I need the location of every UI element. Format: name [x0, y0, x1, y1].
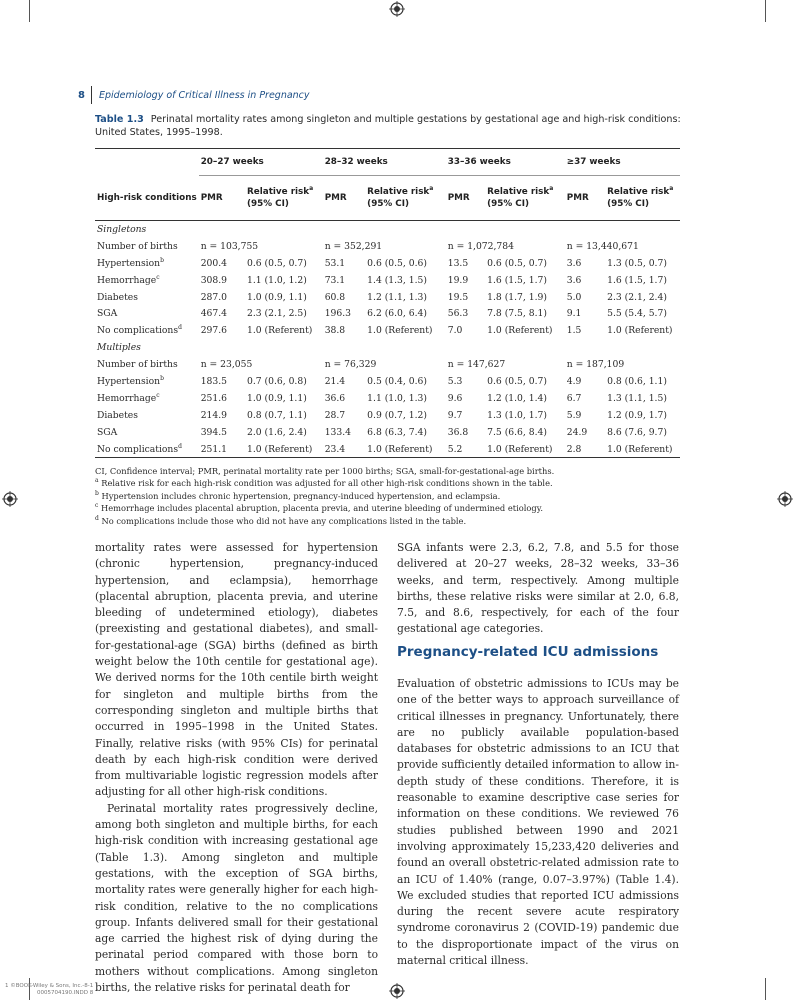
pmr-value: 308.9 — [200, 274, 227, 286]
footnote-marker: b — [95, 489, 99, 497]
body-paragraph: SGA infants were 2.3, 6.2, 7.8, and 5.5 for those delivered at 20–27 weeks, 28–32 weeks, 33–36 weeks, and term, respectively. Among multiple births, these relative risks were similar at 2.0, 6.8, 7.5, and 8.6, respectively, for each of the four gestational age categories. — [397, 541, 679, 636]
registration-mark-icon — [389, 1, 405, 17]
table-row — [95, 407, 680, 424]
footnote-text: Relative risk for each high-risk condition was adjusted for all other high-risk conditions shown in the table. — [101, 478, 553, 489]
footnote — [95, 465, 685, 477]
table-row — [95, 289, 680, 306]
table-row — [95, 272, 680, 289]
condition-label — [95, 407, 199, 424]
births-count: n = 23,055 — [200, 359, 253, 371]
pmr-value: 5.2 — [446, 441, 485, 458]
births-count: n = 103,755 — [200, 240, 259, 252]
births-count: n = 147,627 — [447, 359, 506, 371]
section-label: Multiples — [97, 342, 141, 354]
pmr-value: 251.1 — [199, 441, 245, 458]
relative-risk-value: 1.4 (1.3, 1.5) — [367, 274, 427, 286]
footnote-text: Hemorrhage includes placental abruption, placenta previa, and uterine bleeding of undermined etiology. — [101, 503, 543, 514]
condition-label — [95, 441, 199, 458]
relative-risk-value: 1.6 (1.5, 1.7) — [607, 274, 667, 286]
relative-risk-value: 1.0 (0.9, 1.1) — [247, 392, 307, 404]
condition-name: Hemorrhage — [97, 392, 157, 404]
pmr-value: 19.9 — [447, 274, 469, 286]
body-right-column-bottom — [397, 676, 679, 969]
pmr-value: 23.4 — [323, 441, 365, 458]
pmr-value: 73.1 — [324, 274, 346, 286]
condition-name: Diabetes — [97, 409, 138, 421]
crop-mark-bottom-right — [765, 978, 766, 1000]
table-header-empty — [95, 149, 199, 176]
pmr-value: 9.1 — [566, 308, 582, 320]
footnote — [95, 502, 685, 514]
relative-risk-value: 1.6 (1.5, 1.7) — [487, 274, 547, 286]
footnote-text: CI, Confidence interval; PMR, perinatal mortality rate per 1000 births; SGA, small-for-gestational-age births. — [95, 466, 555, 476]
footnote-marker: b — [160, 256, 164, 264]
pmr-value: 394.5 — [200, 426, 227, 438]
footnote-marker: c — [156, 391, 160, 399]
table-header-group-row — [95, 149, 680, 176]
relative-risk-column-header — [245, 176, 323, 221]
relative-risk-value: 1.3 (1.0, 1.7) — [487, 409, 547, 421]
relative-risk-value: 5.5 (5.4, 5.7) — [607, 308, 667, 320]
pmr-value: 60.8 — [324, 291, 346, 303]
births-row — [95, 238, 680, 255]
relative-risk-value: 1.2 (1.1, 1.3) — [367, 291, 427, 303]
relative-risk-value: 1.8 (1.7, 1.9) — [487, 291, 547, 303]
footnote — [95, 515, 685, 527]
condition-label — [95, 305, 199, 322]
relative-risk-value: 1.2 (0.9, 1.7) — [607, 409, 667, 421]
condition-label — [95, 373, 199, 390]
row-header-label: High-risk conditions — [95, 176, 199, 221]
crop-mark-bottom-left — [29, 978, 30, 1000]
relative-risk-column-header — [605, 176, 680, 221]
condition-label — [95, 390, 199, 407]
column-group-header: 33–36 weeks — [446, 149, 565, 176]
registration-mark-icon — [389, 983, 405, 999]
footnote-marker: a — [309, 185, 314, 192]
relative-risk-value: 0.5 (0.4, 0.6) — [367, 375, 427, 387]
pmr-value: 9.6 — [447, 392, 463, 404]
column-group-header: 20–27 weeks — [199, 149, 323, 176]
pmr-value: 5.0 — [566, 291, 582, 303]
births-count: n = 13,440,671 — [566, 240, 639, 252]
relative-risk-value: 1.1 (1.0, 1.3) — [367, 392, 427, 404]
relative-risk-value: 1.3 (0.5, 0.7) — [607, 257, 667, 269]
relative-risk-value: 2.3 (2.1, 2.4) — [607, 291, 667, 303]
relative-risk-value: 7.5 (6.6, 8.4) — [487, 426, 547, 438]
body-paragraph: mortality rates were assessed for hypertension (chronic hypertension, pregnancy-induced hypertension, and eclampsia), hemorrhage (placental abruption, placenta previa, and uterine bleeding of undetermined etiology), diabetes (preexisting and gestational diabetes), and small-for-gestational-age (SGA) births (defined as birth weight below the 10th centile for gestational age). We derived norms for the 10th centile birth weight for singleton and multiple births from the corresponding singleton and multiple births that occurred in 1995–1998 in the United States. Finally, relative risks (with 95% CIs) for perinatal death by each high-risk condition were derived from multivariable logistic regression models after adjusting for all other high-risk conditions. — [95, 541, 378, 799]
births-label: Number of births — [97, 359, 178, 371]
pmr-column-header: PMR — [199, 176, 245, 221]
table-body — [95, 221, 680, 458]
pmr-value: 1.5 — [566, 325, 582, 337]
relative-risk-label: Relative risk — [367, 187, 430, 197]
ci-label: (95% CI) — [367, 199, 410, 209]
pmr-value: 6.7 — [566, 392, 582, 404]
pmr-value: 200.4 — [200, 257, 227, 269]
table-row — [95, 373, 680, 390]
footnote — [95, 477, 685, 489]
pmr-column-header: PMR — [323, 176, 365, 221]
running-head-title: Epidemiology of Critical Illness in Pregnancy — [98, 89, 310, 101]
pmr-value: 9.7 — [447, 409, 463, 421]
relative-risk-value: 1.0 (Referent) — [605, 441, 680, 458]
births-count: n = 76,329 — [324, 359, 377, 371]
column-group-header: ≥37 weeks — [565, 149, 680, 176]
footnote-text: Hypertension includes chronic hypertension, pregnancy-induced hypertension, and eclampsia. — [101, 490, 501, 501]
pmr-value: 251.6 — [200, 392, 227, 404]
pmr-value: 5.3 — [447, 375, 463, 387]
relative-risk-value: 1.3 (1.1, 1.5) — [607, 392, 667, 404]
relative-risk-value: 0.6 (0.5, 0.7) — [487, 375, 547, 387]
ci-label: (95% CI) — [487, 199, 530, 209]
footnote-text: No complications include those who did not have any complications listed in the table. — [101, 515, 467, 526]
section-heading: Pregnancy-related ICU admissions — [397, 644, 659, 660]
table-row — [95, 390, 680, 407]
column-group-header: 28–32 weeks — [323, 149, 446, 176]
relative-risk-value: 1.0 (Referent) — [607, 325, 673, 337]
printer-slug-filename: 0005704190.INDD 8 — [37, 990, 94, 996]
running-head — [78, 87, 310, 103]
relative-risk-value: 1.0 (0.9, 1.1) — [247, 291, 307, 303]
table-footnotes — [95, 465, 685, 527]
condition-name: No complications — [97, 325, 179, 337]
births-count: n = 352,291 — [324, 240, 383, 252]
pmr-value: 4.9 — [566, 375, 582, 387]
ci-label: (95% CI) — [247, 199, 289, 209]
relative-risk-value: 0.6 (0.5, 0.7) — [487, 257, 547, 269]
births-label: Number of births — [97, 240, 178, 252]
footnote-marker: a — [669, 185, 674, 192]
condition-label — [95, 289, 199, 306]
pmr-value: 36.6 — [324, 392, 346, 404]
footnote-marker: c — [95, 502, 99, 510]
footnote-marker: a — [95, 477, 99, 485]
crop-mark-top-right — [765, 0, 766, 22]
table-caption-text: Perinatal mortality rates among singleton and multiple gestations by gestational age and high-risk conditions: United States, 1995–1998. — [95, 114, 681, 138]
relative-risk-value: 0.6 (0.5, 0.6) — [367, 257, 427, 269]
running-head-divider — [91, 86, 92, 104]
pmr-value: 38.8 — [324, 325, 346, 337]
page-number: 8 — [78, 89, 85, 101]
printer-slug: 1 ©BOOK-Wiley & Sons, Inc.-8-1 — [5, 983, 94, 989]
births-count: n = 1,072,784 — [447, 240, 514, 252]
relative-risk-value: 1.0 (Referent) — [367, 325, 433, 337]
pmr-value: 56.3 — [447, 308, 469, 320]
table-row — [95, 424, 680, 441]
pmr-column-header: PMR — [446, 176, 485, 221]
footnote-marker: b — [160, 374, 164, 382]
relative-risk-label: Relative risk — [487, 187, 550, 197]
footnote-marker: a — [549, 185, 554, 192]
relative-risk-value: 1.0 (Referent) — [487, 325, 553, 337]
pmr-value: 7.0 — [447, 325, 463, 337]
condition-name: Hypertension — [97, 375, 161, 387]
pmr-column-header: PMR — [565, 176, 605, 221]
relative-risk-value: 8.6 (7.6, 9.7) — [607, 426, 667, 438]
pmr-value: 183.5 — [200, 375, 227, 387]
footnote-marker: d — [178, 324, 182, 332]
births-count: n = 187,109 — [566, 359, 625, 371]
registration-mark-icon — [777, 491, 793, 507]
relative-risk-column-header — [365, 176, 446, 221]
pmr-value: 28.7 — [324, 409, 346, 421]
ci-label: (95% CI) — [607, 199, 650, 209]
condition-label — [95, 272, 199, 289]
relative-risk-value: 1.1 (1.0, 1.2) — [247, 274, 307, 286]
pmr-value: 53.1 — [324, 257, 346, 269]
condition-label — [95, 424, 199, 441]
pmr-value: 36.8 — [447, 426, 469, 438]
condition-name: Hemorrhage — [97, 274, 157, 286]
relative-risk-value: 1.2 (1.0, 1.4) — [487, 392, 547, 404]
pmr-value: 467.4 — [200, 308, 227, 320]
relative-risk-label: Relative risk — [607, 187, 670, 197]
pmr-value: 3.6 — [566, 257, 582, 269]
relative-risk-value: 2.0 (1.6, 2.4) — [247, 426, 307, 438]
section-label: Singletons — [97, 223, 147, 235]
footnote — [95, 490, 685, 502]
footnote-marker: c — [156, 273, 160, 281]
pmr-value: 21.4 — [324, 375, 346, 387]
births-row — [95, 356, 680, 373]
relative-risk-value: 7.8 (7.5, 8.1) — [487, 308, 547, 320]
footnote-marker: d — [178, 442, 182, 450]
pmr-value: 5.9 — [566, 409, 582, 421]
table-row — [95, 441, 680, 458]
table-row — [95, 255, 680, 272]
condition-name: SGA — [97, 426, 118, 438]
pmr-value: 3.6 — [566, 274, 582, 286]
table-row — [95, 322, 680, 339]
relative-risk-value: 1.0 (Referent) — [485, 441, 565, 458]
body-left-column — [95, 540, 378, 996]
pmr-value: 2.8 — [565, 441, 605, 458]
relative-risk-value: 2.3 (2.1, 2.5) — [247, 308, 307, 320]
crop-mark-top-left — [29, 0, 30, 22]
condition-name: Hypertension — [97, 257, 161, 269]
table-caption — [95, 113, 685, 139]
relative-risk-value: 6.8 (6.3, 7.4) — [367, 426, 427, 438]
relative-risk-value: 0.7 (0.6, 0.8) — [247, 375, 307, 387]
body-right-column-top — [397, 540, 679, 638]
section-row — [95, 339, 680, 356]
condition-name: Diabetes — [97, 291, 138, 303]
relative-risk-column-header — [485, 176, 565, 221]
condition-name: SGA — [97, 308, 118, 320]
pmr-value: 297.6 — [200, 325, 227, 337]
relative-risk-value: 6.2 (6.0, 6.4) — [367, 308, 427, 320]
pmr-value: 133.4 — [324, 426, 351, 438]
registration-mark-icon — [2, 491, 18, 507]
relative-risk-value: 1.0 (Referent) — [245, 441, 323, 458]
table-label: Table 1.3 — [95, 114, 144, 125]
condition-label — [95, 255, 199, 272]
table-row — [95, 305, 680, 322]
footnote-marker: a — [429, 185, 434, 192]
pmr-value: 196.3 — [324, 308, 351, 320]
pmr-value: 214.9 — [200, 409, 227, 421]
relative-risk-value: 1.0 (Referent) — [365, 441, 446, 458]
section-row — [95, 221, 680, 238]
relative-risk-value: 1.0 (Referent) — [247, 325, 313, 337]
condition-name: No complications — [97, 443, 179, 455]
pmr-value: 287.0 — [200, 291, 227, 303]
body-paragraph: Evaluation of obstetric admissions to ICUs may be one of the better ways to approach surveillance of critical illnesses in pregnancy. Unfortunately, there are no publicly available population-based databases for obstetric admissions to an ICU that provide sufficiently detailed information to allow in-depth study of these conditions. Therefore, it is reasonable to examine descriptive case series for information on these conditions. We reviewed 76 studies published between 1990 and 2021 involving approximately 15,233,420 deliveries and found an overall obstetric-related admission rate to an ICU of 1.40% (range, 0.07–3.97%) (Table 1.4). We excluded studies that reported ICU admissions during the recent severe acute respiratory syndrome coronavirus 2 (COVID-19) pandemic due to the disproportionate impact of the virus on maternal critical illness. — [397, 677, 679, 968]
condition-label — [95, 322, 199, 339]
relative-risk-value: 0.8 (0.7, 1.1) — [247, 409, 307, 421]
relative-risk-value: 0.9 (0.7, 1.2) — [367, 409, 427, 421]
pmr-value: 13.5 — [447, 257, 469, 269]
pmr-value: 19.5 — [447, 291, 469, 303]
relative-risk-value: 0.6 (0.5, 0.7) — [247, 257, 307, 269]
body-paragraph: Perinatal mortality rates progressively decline, among both singleton and multiple births, for each high-risk condition with increasing gestational age (Table 1.3). Among singleton and multiple gestations, with the exception of SGA births, mortality rates were generally higher for each high-risk condition, relative to the no complications group. Infants delivered small for their gestational age carried the highest risk of dying during the perinatal period compared with those born to mothers without complications. Among singleton births, the relative risks for perinatal death for — [95, 801, 378, 995]
relative-risk-label: Relative risk — [247, 187, 310, 197]
table-header-sub-row — [95, 176, 680, 221]
footnote-marker: d — [95, 514, 99, 522]
pmr-value: 24.9 — [566, 426, 588, 438]
relative-risk-value: 0.8 (0.6, 1.1) — [607, 375, 667, 387]
perinatal-mortality-table — [95, 148, 680, 458]
